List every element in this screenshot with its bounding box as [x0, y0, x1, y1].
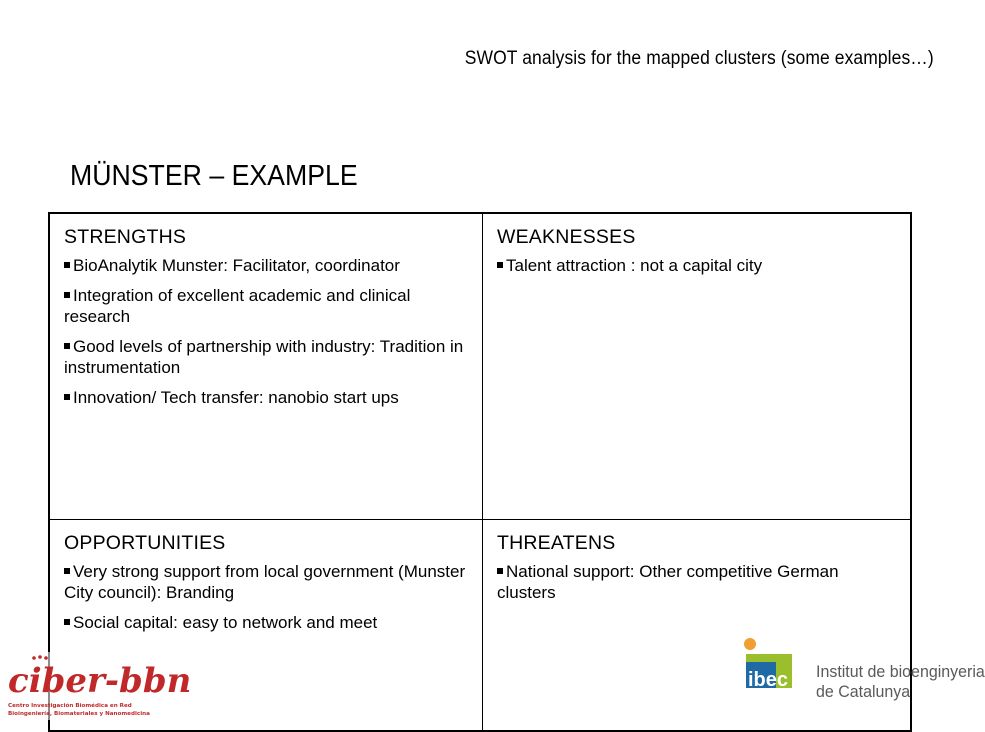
square-bullet-icon	[497, 568, 503, 574]
ibec-name	[816, 662, 985, 702]
ciber-bbn-logo	[4, 652, 192, 720]
square-bullet-icon	[64, 262, 70, 268]
threatens-title: THREATENS	[497, 532, 616, 554]
slide-top-title: SWOT analysis for the mapped clusters (some examples…)	[465, 48, 934, 69]
strength-item-text: Integration of excellent academic and clinical research	[64, 286, 411, 326]
square-bullet-icon	[64, 568, 70, 574]
weakness-item-text: Talent attraction : not a capital city	[506, 256, 763, 275]
orange-dot-icon	[744, 638, 756, 650]
list-item	[497, 255, 900, 276]
ciber-line-2: Bioingeniería, Biomateriales y Nanomedicina	[8, 711, 150, 717]
ciber-wordmark: ciber-bbn	[8, 661, 192, 701]
list-item	[64, 336, 472, 378]
ibec-name-line-2: de Catalunya	[816, 682, 911, 701]
strengths-quadrant	[50, 214, 483, 520]
ibec-logo	[736, 632, 985, 716]
strengths-title: STRENGTHS	[64, 226, 187, 248]
slide-heading: MÜNSTER – EXAMPLE	[70, 160, 358, 192]
weaknesses-list	[497, 255, 900, 276]
weaknesses-title: WEAKNESSES	[497, 226, 636, 248]
list-item	[64, 612, 472, 633]
opportunity-item-text: Social capital: easy to network and meet	[73, 613, 378, 632]
square-bullet-icon	[64, 292, 70, 298]
list-item	[64, 561, 472, 603]
square-bullet-icon	[64, 394, 70, 400]
threat-item-text: National support: Other competitive German clusters	[497, 562, 839, 602]
ciber-line-1: Centro Investigación Biomédica en Red	[8, 703, 132, 709]
strength-item-text: BioAnalytik Munster: Facilitator, coordinator	[73, 256, 400, 275]
ibec-wordmark: ibec	[748, 669, 789, 691]
ibec-name-line-1: Institut de bioenginyeria	[816, 662, 985, 681]
square-bullet-icon	[497, 262, 503, 268]
opportunities-list	[64, 561, 472, 633]
list-item	[497, 561, 900, 603]
weaknesses-quadrant	[483, 214, 910, 520]
list-item	[64, 285, 472, 327]
square-bullet-icon	[64, 343, 70, 349]
strengths-list	[64, 255, 472, 408]
opportunities-title: OPPORTUNITIES	[64, 532, 226, 554]
threatens-list	[497, 561, 900, 603]
opportunity-item-text: Very strong support from local government (Munster City council): Branding	[64, 562, 466, 602]
square-bullet-icon	[64, 619, 70, 625]
ibec-mark	[736, 632, 816, 716]
list-item	[64, 255, 472, 276]
strength-item-text: Good levels of partnership with industry: Tradition in instrumentation	[64, 337, 464, 377]
list-item	[64, 387, 472, 408]
strength-item-text: Innovation/ Tech transfer: nanobio start ups	[73, 388, 399, 407]
